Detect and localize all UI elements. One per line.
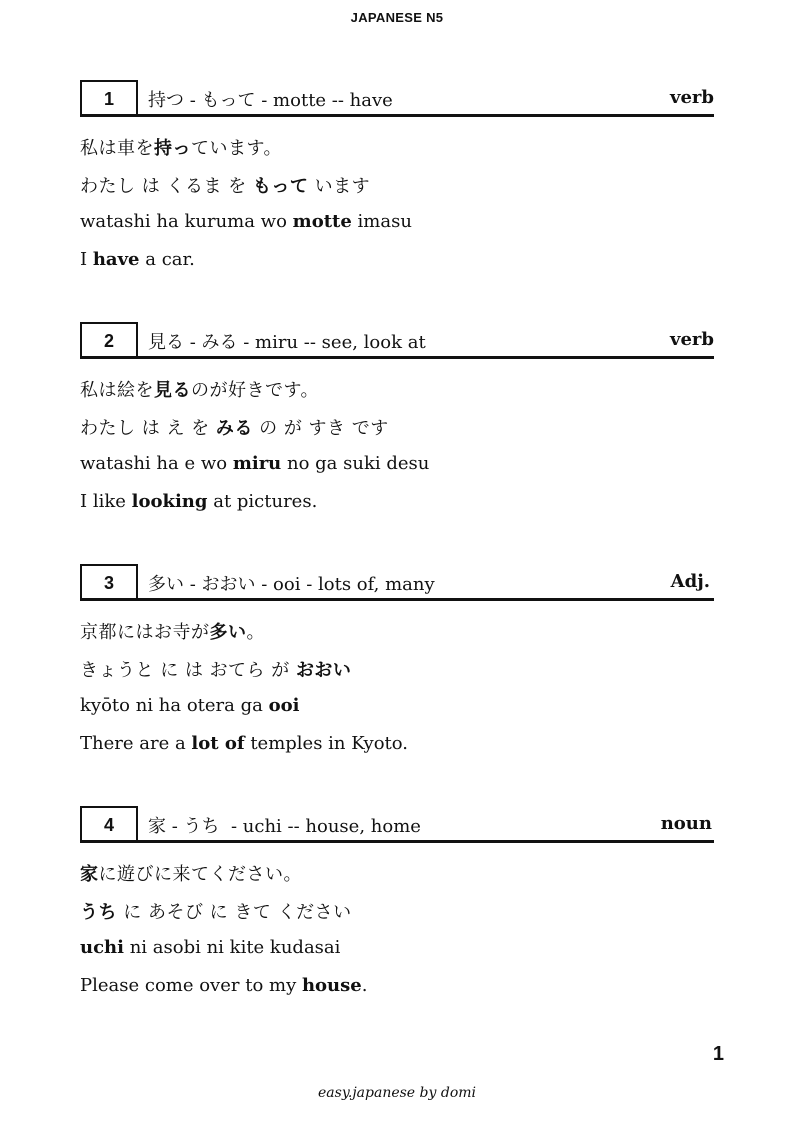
example-romaji: kyōto ni ha otera ga ooi (80, 695, 300, 716)
entry-header (80, 322, 714, 359)
example-japanese: 私は車を持っています。 (80, 138, 283, 159)
vocab-entry (80, 322, 714, 512)
page-number: 1 (712, 1043, 724, 1065)
page-title: JAPANESE N5 (350, 10, 444, 25)
footer-credit: easy.japanese by domi (318, 1085, 476, 1101)
example-japanese: 京都にはお寺が多い。 (80, 622, 265, 643)
example-english: There are a lot of temples in Kyoto. (80, 733, 409, 754)
entry-header (80, 806, 714, 843)
example-kana: きょうと に は おてら が おおい (80, 660, 352, 681)
example-romaji: uchi ni asobi ni kite kudasai (80, 937, 341, 958)
part-of-speech: Adj. (670, 571, 710, 592)
example-kana: わたし は え を みる の が すき です (80, 418, 389, 439)
example-english: Please come over to my house. (80, 975, 368, 996)
example-kana: わたし は くるま を もって います (80, 176, 371, 197)
entry-headword: 家 - うち - uchi -- house, home (148, 816, 421, 837)
example-kana: うち に あそび に きて ください (80, 902, 352, 923)
entry-number: 2 (80, 322, 138, 359)
example-japanese: 私は絵を見るのが好きです。 (80, 380, 320, 401)
example-english: I like looking at pictures. (80, 491, 318, 512)
entry-headword: 持つ - もって - motte -- have (148, 90, 393, 111)
entry-number: 4 (80, 806, 138, 843)
vocab-entry (80, 806, 714, 996)
example-romaji: watashi ha e wo miru no ga suki desu (80, 453, 430, 474)
entry-number: 1 (80, 80, 138, 117)
entry-headword: 多い - おおい - ooi - lots of, many (148, 574, 435, 595)
entry-header (80, 80, 714, 117)
part-of-speech: noun (660, 813, 712, 834)
example-english: I have a car. (80, 249, 195, 270)
example-japanese: 家に遊びに来てください。 (80, 864, 302, 885)
entry-number: 3 (80, 564, 138, 601)
vocab-entry (80, 80, 714, 270)
vocab-entry (80, 564, 714, 754)
entry-header (80, 564, 714, 601)
example-romaji: watashi ha kuruma wo motte imasu (80, 211, 412, 232)
part-of-speech: verb (670, 87, 714, 108)
entry-headword: 見る - みる - miru -- see, look at (148, 332, 426, 353)
part-of-speech: verb (670, 329, 714, 350)
